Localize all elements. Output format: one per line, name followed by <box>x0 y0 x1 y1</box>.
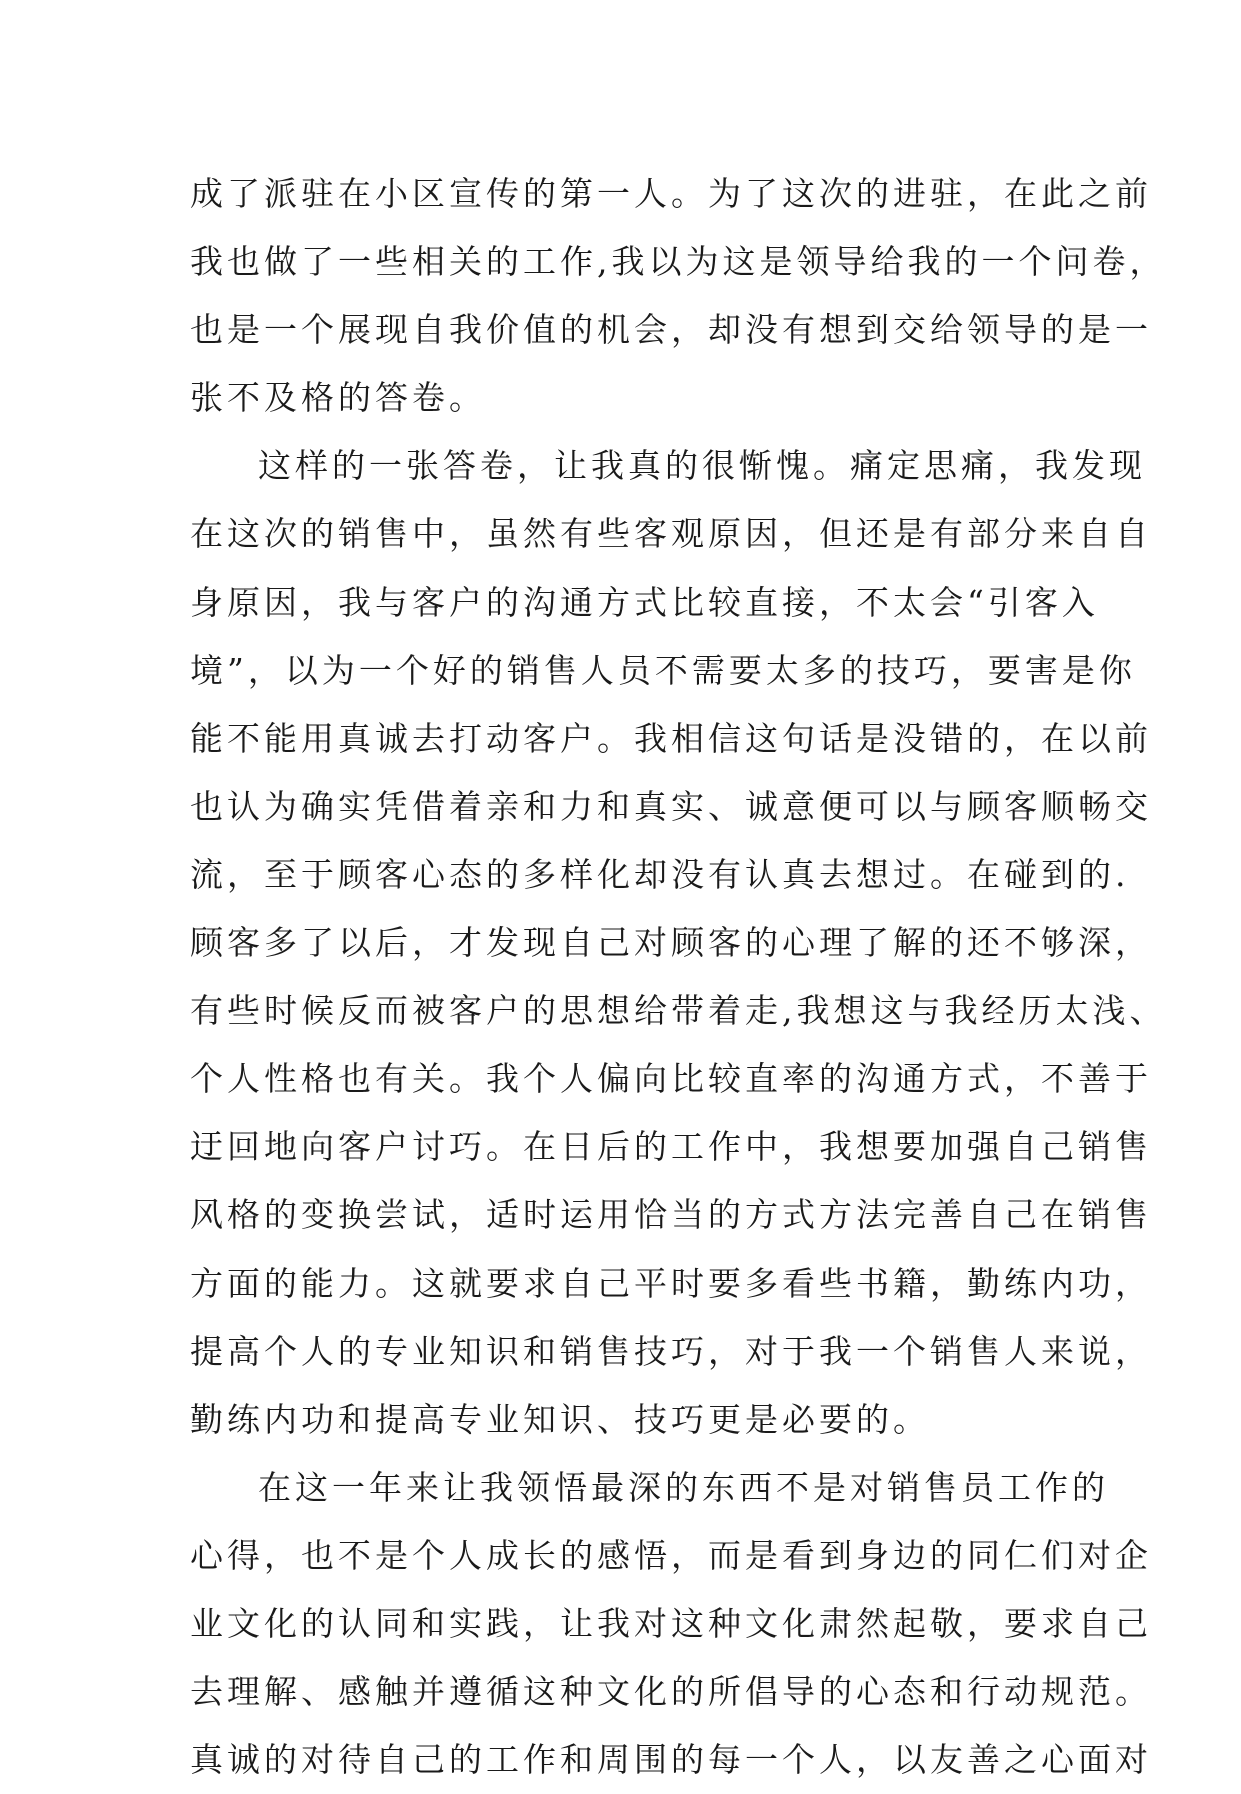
text-line: 张不及格的答卷。 <box>190 378 486 418</box>
text-line: 我也做了一些相关的工作,我以为这是领导给我的一个问卷， <box>190 242 1167 282</box>
text-line: 顾客多了以后，才发现自己对顾客的心理了解的还不够深， <box>190 923 1152 963</box>
text-line: 流，至于顾客心态的多样化却没有认真去想过。在碰到的. <box>190 854 1130 894</box>
text-line: 能不能用真诚去打动客户。我相信这句话是没错的，在以前 <box>190 718 1152 758</box>
text-line: 在这次的销售中，虽然有些客观原因，但还是有部分来自自 <box>190 514 1152 554</box>
body-text <box>190 160 1167 1794</box>
paragraph-first-line: 在这一年来让我领悟最深的东西不是对销售员工作的 <box>258 1467 1109 1507</box>
text-line: 境”，以为一个好的销售人员不需要太多的技巧，要害是你 <box>190 650 1136 690</box>
text-line: 方面的能力。这就要求自己平时要多看些书籍，勤练内功， <box>190 1263 1152 1303</box>
text-line: 业文化的认同和实践，让我对这种文化肃然起敬，要求自己 <box>190 1603 1152 1643</box>
text-line: 个人性格也有关。我个人偏向比较直率的沟通方式，不善于 <box>190 1059 1152 1099</box>
text-line: 也认为确实凭借着亲和力和真实、诚意便可以与顾客顺畅交 <box>190 786 1152 826</box>
text-line: 勤练内功和提高专业知识、技巧更是必要的。 <box>190 1399 930 1439</box>
text-line: 提高个人的专业知识和销售技巧，对于我一个销售人来说， <box>190 1331 1152 1371</box>
text-line: 风格的变换尝试，适时运用恰当的方式方法完善自己在销售 <box>190 1195 1152 1235</box>
text-line: 去理解、感触并遵循这种文化的所倡导的心态和行动规范。 <box>190 1672 1152 1712</box>
text-line: 真诚的对待自己的工作和周围的每一个人，以友善之心面对 <box>190 1740 1152 1780</box>
text-line: 迂回地向客户讨巧。在日后的工作中，我想要加强自己销售 <box>190 1127 1152 1167</box>
paragraph-first-line: 这样的一张答卷，让我真的很惭愧。痛定思痛，我发现 <box>258 446 1146 486</box>
text-line: 心得，也不是个人成长的感悟，而是看到身边的同仁们对企 <box>190 1535 1152 1575</box>
text-line: 也是一个展现自我价值的机会，却没有想到交给领导的是一 <box>190 310 1152 350</box>
text-line: 身原因，我与客户的沟通方式比较直接，不太会“引客入 <box>190 582 1099 622</box>
text-line: 有些时候反而被客户的思想给带着走,我想这与我经历太浅、 <box>190 991 1167 1031</box>
text-line: 成了派驻在小区宣传的第一人。为了这次的进驻，在此之前 <box>190 174 1152 213</box>
